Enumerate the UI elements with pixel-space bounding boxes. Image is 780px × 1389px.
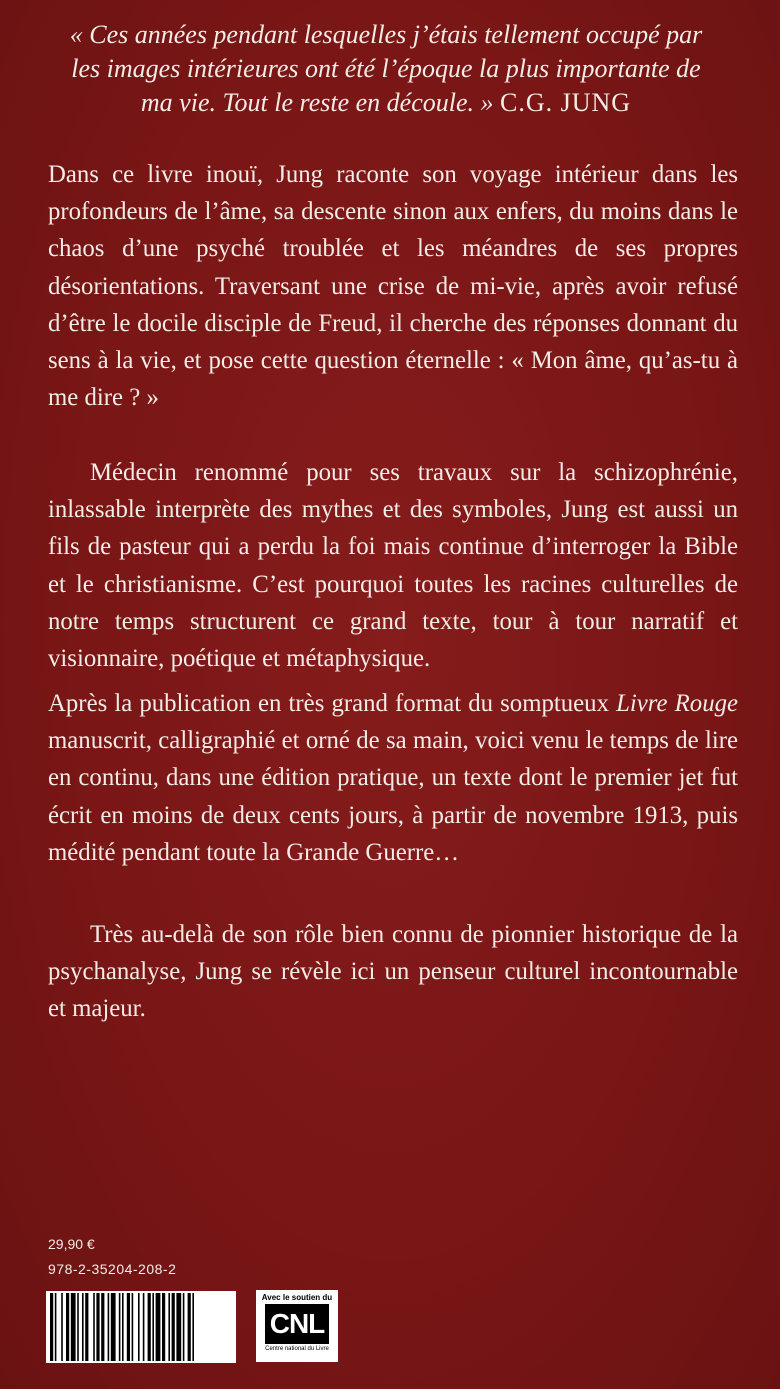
barcode-bar [82, 1293, 84, 1361]
quote-author: C.G. JUNG [500, 88, 632, 117]
paragraph-3-start: Après la publication en très grand format du somptueux [48, 690, 617, 717]
barcode-bar [132, 1293, 134, 1361]
barcode-bar [172, 1293, 175, 1361]
barcode-bar [192, 1293, 194, 1361]
cnl-logo: CNL [265, 1304, 329, 1344]
barcode-bar [119, 1293, 121, 1361]
barcode-bar [111, 1293, 116, 1361]
barcode-bar [96, 1293, 99, 1361]
barcode-bar [148, 1293, 151, 1361]
barcode-bar [93, 1293, 95, 1361]
barcode-bar [55, 1293, 57, 1361]
barcode-bar [183, 1293, 185, 1361]
barcode-bar [152, 1293, 154, 1361]
barcode-bar [143, 1293, 145, 1361]
barcode-bar [176, 1293, 181, 1361]
barcode-bar [50, 1293, 53, 1361]
paragraph-1: Dans ce livre inouï, Jung raconte son voyage intérieur dans les profondeurs de l’âme, sa descente sinon aux enfers, du moins dans le chaos d’une psyché troublée et les méandres de ses propres désorientations. Traversant une crise de mi-vie, après avoir refusé d’être le docile disciple de Freud, il cherche des réponses donnant du sens à la vie, et pose cette question éternelle : « Mon âme, qu’as-tu à me dire ? » [48, 161, 738, 412]
barcode-bar [188, 1293, 191, 1361]
barcode-bar [77, 1293, 79, 1361]
barcode-bar [138, 1293, 140, 1361]
barcode-bar [168, 1293, 170, 1361]
barcode-bar [122, 1293, 124, 1361]
paragraph-4: Très au-delà de son rôle bien connu de pionnier historique de la psychanalyse, Jung se révèle ici un penseur culturel incontournable et majeur. [48, 921, 738, 1023]
paragraph-3 [48, 685, 738, 871]
book-title-italic: Livre Rouge [616, 690, 738, 717]
barcode-bar [127, 1293, 130, 1361]
cnl-support-text: Avec le soutien du [261, 1293, 333, 1302]
barcode-bar [66, 1293, 69, 1361]
price-label: 29,90 € [48, 1236, 95, 1252]
barcode-bar [162, 1293, 165, 1361]
quote-text: « Ces années pendant lesquelles j’étais tellement occupé par les images intérieures ont été l’époque la plus importante de ma vie. Tout le reste en découle. » [69, 20, 703, 117]
barcode-bar [156, 1293, 161, 1361]
barcode-bar [85, 1293, 88, 1361]
paragraph-2: Médecin renommé pour ses travaux sur la schizophrénie, inlassable interprète des mythes et des symboles, Jung est aussi un fils de pasteur qui a perdu la foi mais continue d’interroger la Bible et le christianisme. C’est pourquoi toutes les racines culturelles de notre temps structurent ce grand texte, tour à tour narratif et visionnaire, poétique et métaphysique. [48, 459, 738, 673]
barcode-graphic [46, 1291, 236, 1363]
barcode-bar [71, 1293, 76, 1361]
isbn-label: 978-2-35204-208-2 [48, 1261, 177, 1277]
cnl-full-name: Centre national du Livre [265, 1346, 329, 1352]
barcode [46, 1291, 236, 1363]
cnl-support-badge [256, 1290, 338, 1362]
barcode-bar [108, 1293, 110, 1361]
paragraph-3-rest: manuscrit, calligraphié et orné de sa main, voici venu le temps de lire en continu, dans une édition pratique, un texte dont le premier jet fut écrit en moins de deux cents jours, à partir de novembre 1913, puis médité pendant toute la Grande Guerre… [48, 727, 738, 866]
barcode-bar [101, 1293, 104, 1361]
epigraph-quote [66, 18, 706, 120]
barcode-bar [61, 1293, 63, 1361]
